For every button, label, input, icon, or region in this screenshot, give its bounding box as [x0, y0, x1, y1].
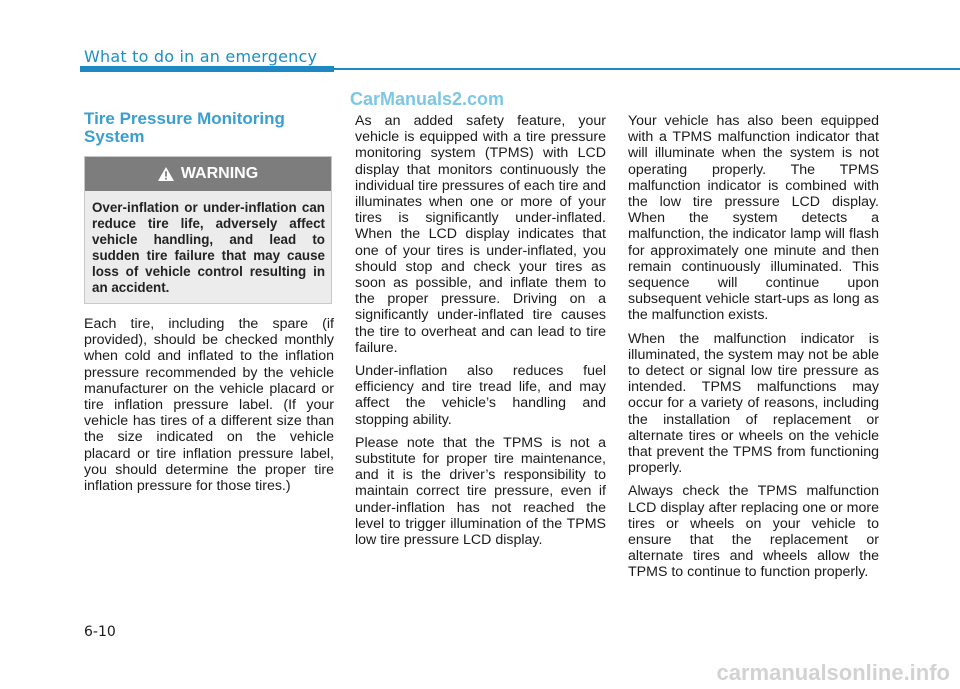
text-column-3: [628, 113, 879, 588]
page-number: 6-10: [84, 624, 116, 640]
paragraph: Under-inflation also reduces fuel efficiency and tire tread life, and may affect the vehicle’s handling and stopping ability.: [355, 363, 606, 428]
warning-label: WARNING: [180, 165, 259, 182]
paragraph: Always check the TPMS malfunction LCD display after replacing one or more tires or wheels on your vehicle to ensure that the replacement or alternate tires and wheels allow the TPMS to continue to function properly.: [628, 483, 879, 581]
paragraph: Each tire, including the spare (if provided), should be checked monthly when cold and inflated to the inflation pressure recommended by the vehicle manufacturer on the vehicle placard or tire inflation pressure label. (If your vehicle has tires of a different size than the size indicated on the vehicle placard or tire inflation pressure label, you should determine the proper tire inflation pressure for those tires.): [84, 316, 334, 495]
header-rule-thin: [334, 68, 960, 70]
section-header: What to do in an emergency: [84, 47, 318, 66]
text-column-1: [84, 316, 334, 501]
section-title: Tire Pressure Monitoring System: [84, 109, 285, 146]
warning-header: [85, 157, 331, 191]
paragraph: As an added safety feature, your vehicle is equipped with a tire pressure monitoring system (TPMS) with LCD display that monitors continuously the individual tire pressures of each tire and illuminates when one or more of your tires is significantly under-inflated. When the LCD display indicates that one of your tires is under-inflated, you should stop and check your tires as soon as possible, and inflate them to the proper pressure. Driving on a significantly under-inflated tire causes the tire to overheat and can lead to tire failure.: [355, 113, 606, 356]
watermark-bottom: carmanualsonline.info: [716, 660, 950, 685]
paragraph: Please note that the TPMS is not a substitute for proper tire maintenance, and it is the driver’s responsibility to maintain correct tire pressure, even if under-inflation has not reached the level to trigger illumination of the TPMS low tire pressure LCD display.: [355, 434, 606, 549]
watermark-top: CarManuals2.com: [350, 89, 505, 109]
warning-triangle-icon: [158, 167, 174, 181]
warning-text: Over-inflation or under-inflation can reduce tire life, adversely affect vehicle handling, and lead to sudden tire failure that may cause loss of vehicle control resulting in an accident.: [92, 200, 325, 295]
paragraph: Your vehicle has also been equipped with a TPMS malfunction indicator that will illuminate when the system is not operating properly. The TPMS malfunction indicator is combined with the low tire pressure LCD display. When the system detects a malfunction, the indicator lamp will flash for approximately one minute and then remain continuously illuminated. This sequence will continue upon subsequent vehicle start-ups as long as the malfunction exists.: [628, 113, 879, 324]
header-rule-thick: [80, 66, 334, 72]
paragraph: When the malfunction indicator is illuminated, the system may not be able to detect or signal low tire pressure as intended. TPMS malfunctions may occur for a variety of reasons, including the installation of replacement or alternate tires or wheels on the vehicle that prevent the TPMS from functioning properly.: [628, 330, 879, 477]
text-column-2: [355, 113, 606, 555]
warning-box: [84, 156, 332, 304]
